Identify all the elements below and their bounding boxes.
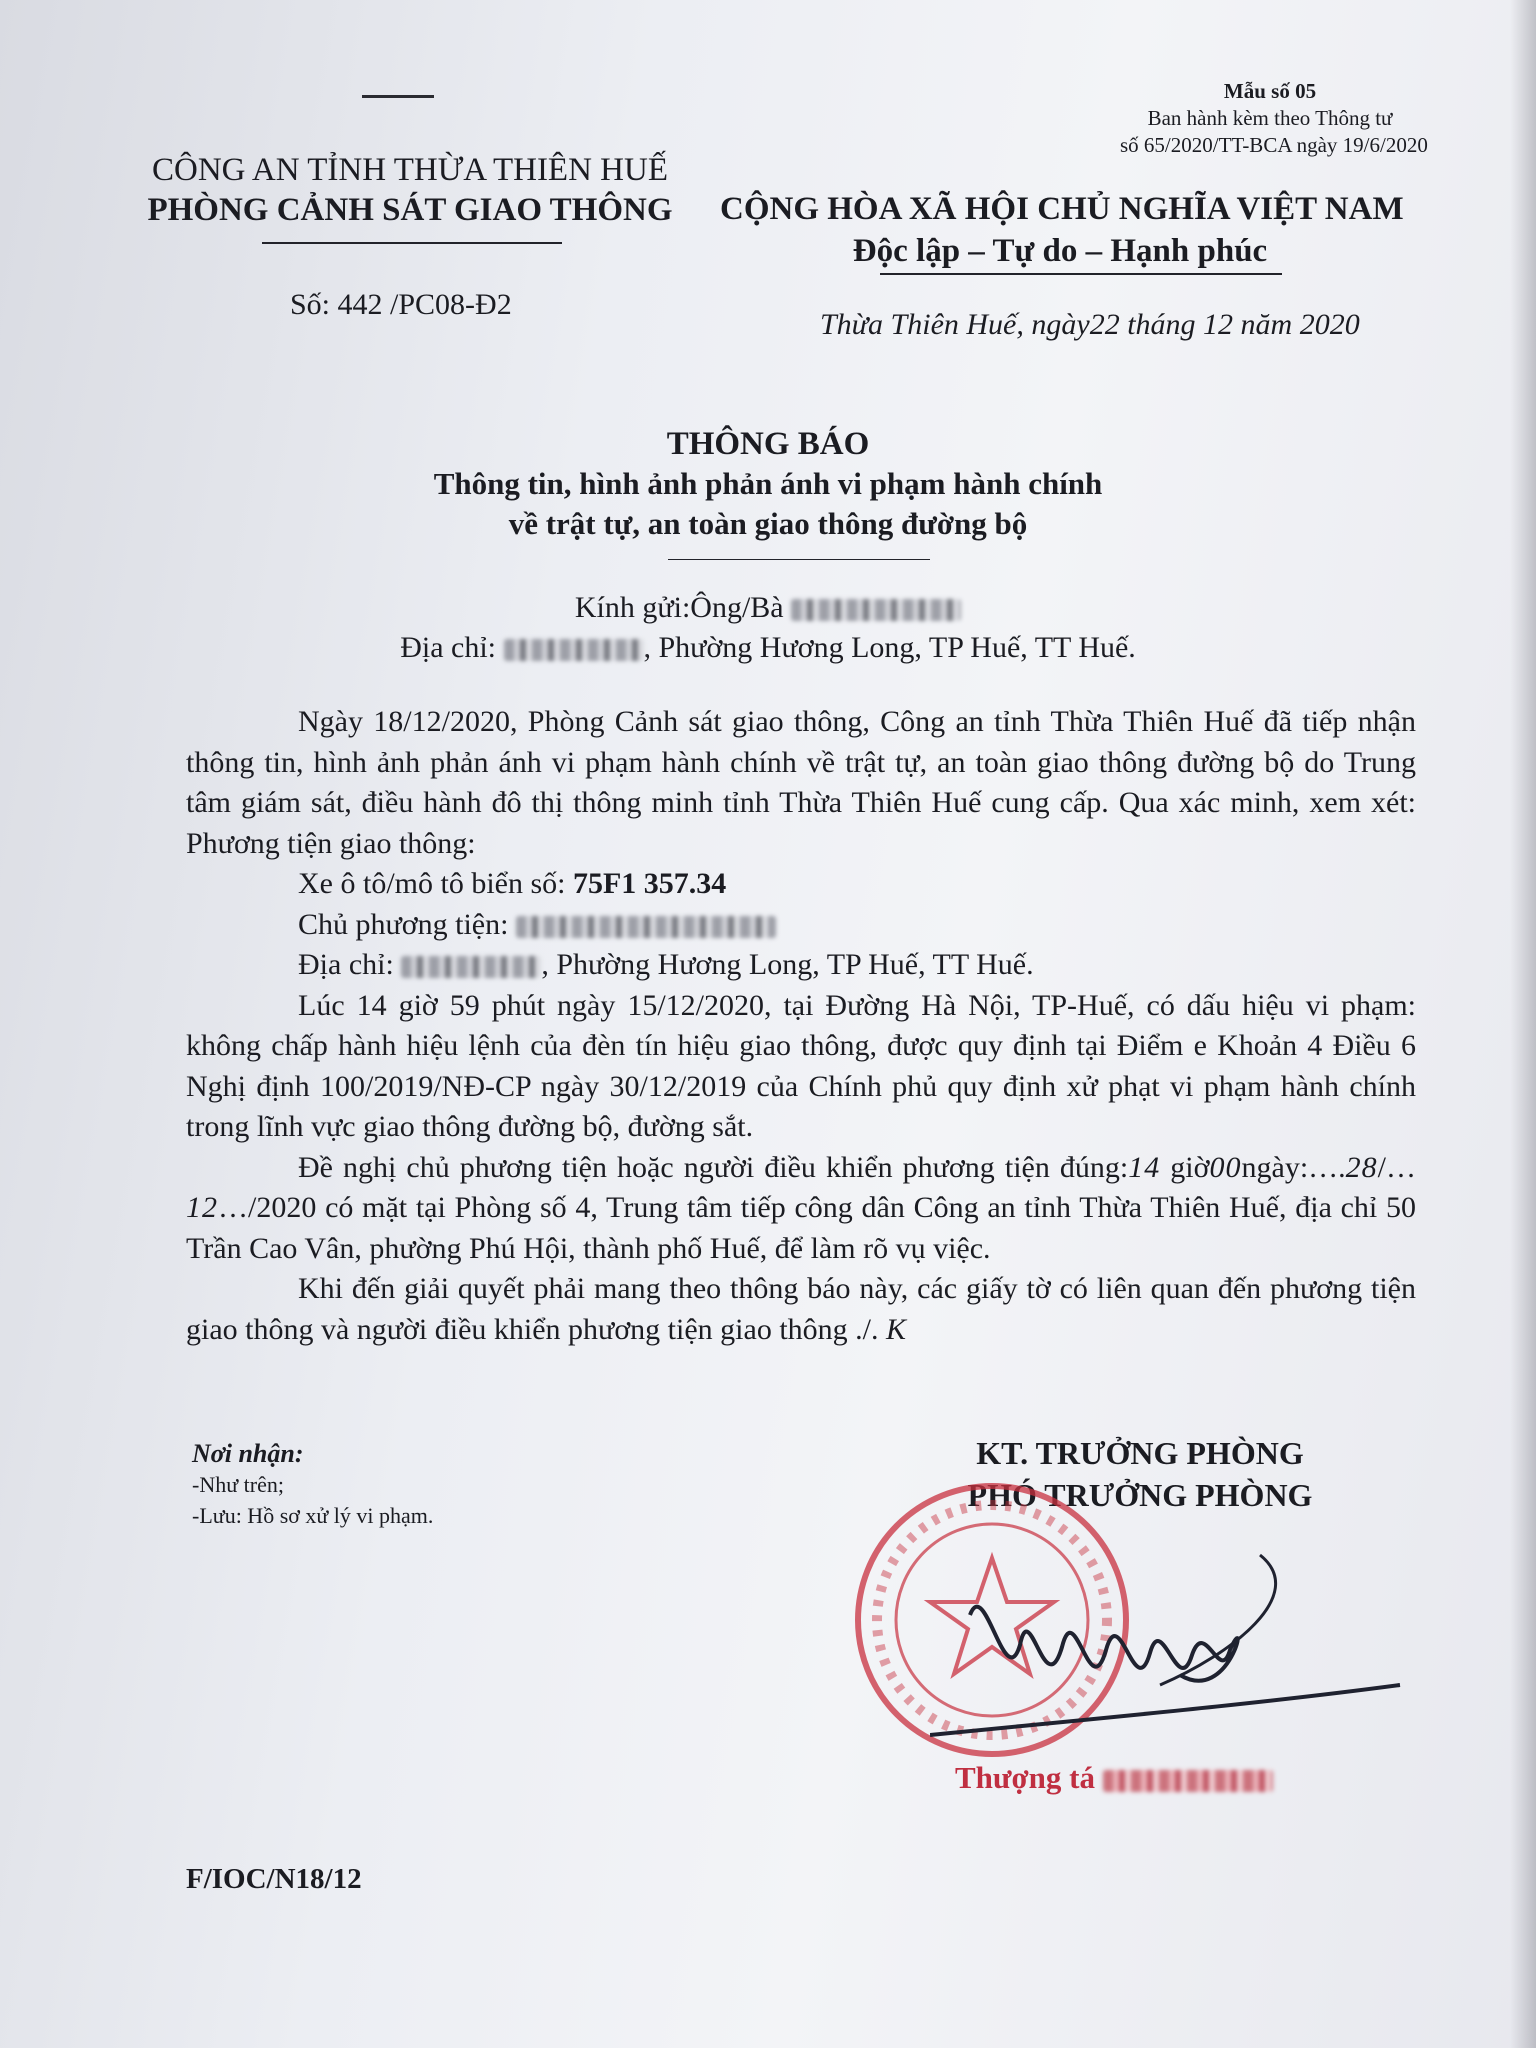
signature-icon: [930, 1535, 1410, 1745]
recipient-address-rest: , Phường Hương Long, TP Huế, TT Huế.: [643, 631, 1136, 664]
nation-name: CỘNG HÒA XÃ HỘI CHỦ NGHĨA VIỆT NAM: [720, 191, 1404, 227]
redacted-owner-name: [516, 916, 776, 938]
signer-rank: Thượng tá: [955, 1760, 1095, 1795]
recipient-address-line: [0, 628, 1536, 668]
summons-day: 28: [1345, 1150, 1378, 1184]
document-title: THÔNG BÁO: [666, 426, 870, 462]
paragraph-documents: [186, 1269, 1416, 1350]
nation-block: [720, 188, 1404, 272]
summons-month: 12: [186, 1191, 218, 1224]
owner-address-line: [186, 945, 1416, 986]
paragraph-violation: Lúc 14 giờ 59 phút ngày 15/12/2020, tại Đường Hà Nội, TP-Huế, có dấu hiệu vi phạm: không chấp hành hiệu lệnh của đèn tín hiệu giao thông, được quy định tại Điểm e Khoản 4 Điều 6 Nghị định 100/2019/NĐ-CP ngày 30/12/2019 của Chính phủ quy định xử phạt vi phạm hành chính trong lĩnh vực giao thông đường bộ, đường sắt.: [186, 988, 1416, 1143]
date-day: 22: [1089, 308, 1120, 341]
plate-number: 75F1 357.34: [572, 867, 727, 900]
summons-day-label: ngày:….: [1241, 1150, 1346, 1184]
recipient-block: [0, 588, 1536, 668]
title-block: [0, 424, 1536, 544]
form-number-line1: Ban hành kèm theo Thông tư: [1147, 106, 1393, 130]
summons-rest: …/2020 có mặt tại Phòng số 4, Trung tâm tiếp công dân Công an tỉnh Thừa Thiên Huế, địa chỉ 50 Trần Cao Vân, phường Phú Hội, thành phố Huế, để làm rõ vụ việc.: [186, 1191, 1416, 1265]
form-number-block: [1120, 78, 1428, 159]
recipients-item-1: -Như trên;: [192, 1472, 284, 1497]
motto-underline: [880, 273, 1282, 275]
page-edge-shadow: [1510, 0, 1536, 2048]
summons-intro: Đề nghị chủ phương tiện hoặc người điều khiển phương tiện đúng:: [298, 1150, 1129, 1184]
form-number-title: Mẫu số 05: [1223, 79, 1317, 103]
agency-underline: [262, 242, 562, 244]
recipient-salutation-line: [0, 588, 1536, 628]
vehicle-plate-line: [186, 864, 1416, 905]
redacted-recipient-name: [791, 599, 961, 621]
date-prefix: Thừa Thiên Huế, ngày: [820, 308, 1090, 341]
paragraph-summons: [186, 1148, 1416, 1270]
document-number: Số: 442 /PC08-Đ2: [290, 288, 512, 321]
date-year: năm 2020: [1240, 308, 1360, 341]
recipients-list: [192, 1438, 433, 1531]
form-number-line2: số 65/2020/TT-BCA ngày 19/6/2020: [1120, 133, 1428, 157]
redacted-signer-name: [1103, 1770, 1273, 1792]
recipients-heading: Nơi nhận:: [192, 1439, 304, 1468]
recipient-address-label: Địa chỉ:: [400, 631, 496, 664]
plate-label: Xe ô tô/mô tô biển số:: [298, 867, 573, 900]
recipients-item-2: -Lưu: Hồ sơ xử lý vi phạm.: [192, 1503, 434, 1528]
document-code: F/IOC/N18/12: [186, 1863, 362, 1895]
agency-block: [130, 150, 690, 230]
nation-motto: Độc lập – Tự do – Hạnh phúc: [852, 233, 1268, 269]
redacted-recipient-address: [504, 639, 644, 661]
handwritten-initial: K: [886, 1312, 908, 1346]
signer-title-1: KT. TRƯỞNG PHÒNG: [976, 1435, 1304, 1471]
date-month: 12: [1203, 308, 1234, 341]
document-subtitle-1: Thông tin, hình ảnh phản ánh vi phạm hành chính: [433, 466, 1103, 501]
owner-address-label: Địa chỉ:: [298, 948, 402, 981]
document-subtitle-2: về trật tự, an toàn giao thông đường bộ: [508, 506, 1028, 541]
documents-text: Khi đến giải quyết phải mang theo thông báo này, các giấy tờ có liên quan đến phương tiện giao thông và người điều khiển phương tiện giao thông ./.: [186, 1272, 1416, 1346]
summons-hour: 14: [1128, 1150, 1161, 1184]
summons-hour-label: giờ: [1170, 1150, 1210, 1184]
summons-minute: 00: [1209, 1150, 1242, 1184]
owner-address-rest: , Phường Hương Long, TP Huế, TT Huế.: [541, 948, 1034, 981]
recipient-salutation: Kính gửi:Ông/Bà: [574, 591, 784, 624]
owner-label: Chủ phương tiện:: [298, 907, 516, 941]
agency-department: PHÒNG CẢNH SÁT GIAO THÔNG: [147, 192, 673, 228]
date-month-label: tháng: [1127, 308, 1196, 341]
document-date: [820, 308, 1360, 342]
summons-separator: /…: [1377, 1150, 1416, 1184]
paragraph-receipt: Ngày 18/12/2020, Phòng Cảnh sát giao thông, Công an tỉnh Thừa Thiên Huế đã tiếp nhận thông tin, hình ảnh phản ánh vi phạm hành chính về trật tự, an toàn giao thông đường bộ do Trung tâm giám sát, điều hành đô thị thông minh tỉnh Thừa Thiên Huế cung cấp. Qua xác minh, xem xét: Phương tiện giao thông:: [186, 705, 1416, 860]
header-dash: [362, 95, 434, 98]
title-underline: [668, 559, 930, 560]
signer-name: [955, 1760, 1273, 1796]
notice-body: [186, 702, 1416, 1350]
owner-line: [186, 905, 1416, 946]
redacted-owner-address: [401, 956, 541, 978]
signer-title-2: PHÓ TRƯỞNG PHÒNG: [967, 1477, 1313, 1513]
agency-parent: CÔNG AN TỈNH THỪA THIÊN HUẾ: [151, 152, 668, 188]
